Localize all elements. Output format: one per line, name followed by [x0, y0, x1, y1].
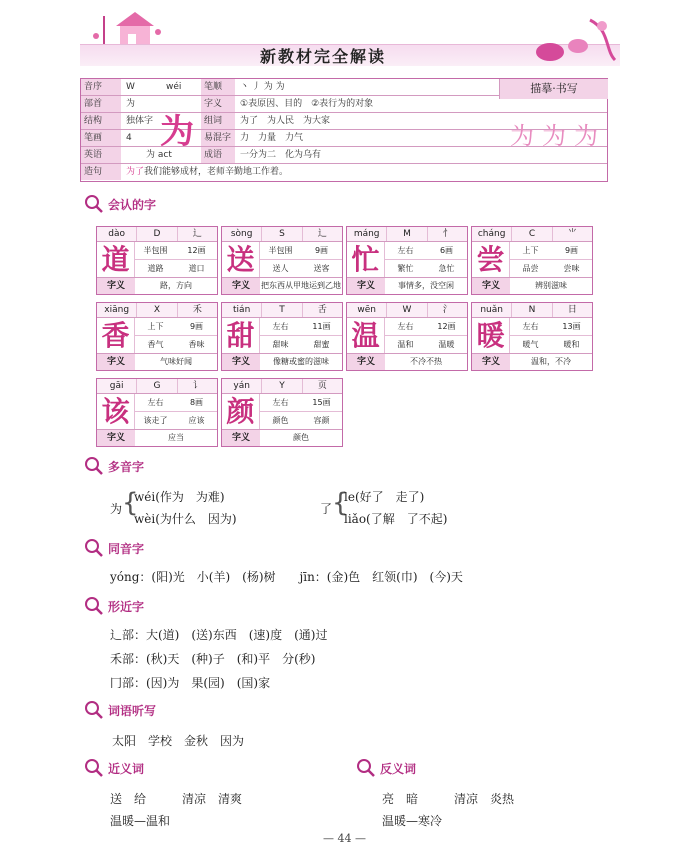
- card-meaning-label: 字义: [222, 354, 260, 370]
- card-meaning: 像糖或蜜的滋味: [273, 357, 329, 366]
- card-order: C: [512, 227, 552, 241]
- card-structure: 半包围: [268, 246, 293, 255]
- card-strokes: 12画: [437, 322, 456, 331]
- card-character: 暖: [472, 318, 510, 353]
- magnifier-icon: [356, 758, 376, 778]
- copy-label: 描摹·书写: [499, 79, 608, 99]
- character-card: [221, 302, 343, 371]
- magnifier-icon: [84, 538, 104, 558]
- card-meaning-row: [222, 354, 342, 370]
- page-title: 新教材完全解读: [260, 47, 387, 66]
- section-title-homophone: 同音字: [84, 538, 144, 558]
- card-strokes: 15画: [312, 398, 331, 407]
- card-meaning-row: [97, 354, 217, 370]
- card-word-2: 尝味: [563, 264, 580, 273]
- card-radical: 讠: [192, 381, 202, 391]
- card-word-1: 颜色: [272, 416, 289, 425]
- card-radical: 辶: [192, 229, 202, 239]
- butterfly-decoration-icon: [520, 10, 620, 68]
- card-details: [135, 242, 217, 277]
- synonym-line-1: 送 给 清凉 清爽: [110, 792, 243, 806]
- card-character: 道: [97, 242, 135, 277]
- magnifier-icon: [84, 758, 104, 778]
- card-meaning-label: 字义: [97, 354, 135, 370]
- card-strokes: 6画: [439, 246, 454, 255]
- similar-line-3: 冂部：(因)为 果(园) (国)家: [110, 676, 271, 690]
- card-pinyin: gāi: [97, 379, 137, 393]
- section-title-polyphone: 多音字: [84, 456, 144, 476]
- card-radical: 日: [567, 305, 577, 315]
- card-structure: 左右: [522, 322, 539, 331]
- card-meaning-label: 字义: [222, 278, 260, 294]
- card-word-1: 该走了: [143, 416, 168, 425]
- card-meaning-row: [347, 278, 467, 294]
- card-structure: 左右: [272, 398, 289, 407]
- section-title-dictation: 词语听写: [84, 700, 156, 720]
- polyphone-right-line2: liǎo(了解 了不起): [344, 512, 448, 526]
- card-meaning: 颜色: [293, 433, 309, 442]
- card-character: 颜: [222, 394, 260, 429]
- card-pinyin-row: [222, 227, 342, 242]
- info-row: 英语 为 act 成语 一分为二 化为乌有: [81, 147, 607, 164]
- card-meaning-row: [472, 354, 592, 370]
- card-word-2: 送客: [313, 264, 330, 273]
- card-meaning: 事情多，没空闲: [398, 281, 454, 290]
- magnifier-icon: [84, 456, 104, 476]
- example-sentence: 为了我们能够成材，老师辛勤地工作着。: [126, 167, 289, 177]
- card-word-2: 甜蜜: [313, 340, 330, 349]
- character-card: [96, 378, 218, 447]
- card-word-2: 温暖: [438, 340, 455, 349]
- card-radical: 忄: [442, 229, 452, 239]
- card-details: [135, 318, 217, 353]
- card-meaning-row: [347, 354, 467, 370]
- card-strokes: 9画: [314, 246, 329, 255]
- card-meaning-row: [472, 278, 592, 294]
- card-word-1: 道路: [147, 264, 164, 273]
- magnifier-icon: [84, 194, 104, 214]
- card-details: [260, 394, 342, 429]
- card-pinyin: xiāng: [97, 303, 137, 317]
- card-strokes: 11画: [312, 322, 331, 331]
- card-meaning-label: 字义: [347, 278, 385, 294]
- card-structure: 上下: [147, 322, 164, 331]
- card-word-1: 香气: [147, 340, 164, 349]
- polyphone-char-left: 为: [110, 502, 123, 516]
- card-details: [260, 318, 342, 353]
- section-title-synonym: 近义词: [84, 758, 144, 778]
- card-pinyin-row: [347, 303, 467, 318]
- card-details: [135, 394, 217, 429]
- card-pinyin-row: [347, 227, 467, 242]
- character-card: [471, 302, 593, 371]
- polyphone-left-line1: wéi(作为 为难): [134, 490, 225, 504]
- section-title-similar: 形近字: [84, 596, 144, 616]
- card-order: G: [137, 379, 177, 393]
- character-card: [96, 226, 218, 295]
- page-number: — 44 —: [323, 832, 366, 845]
- card-character: 送: [222, 242, 260, 277]
- card-meaning-label: 字义: [472, 354, 510, 370]
- card-character: 甜: [222, 318, 260, 353]
- card-body: [347, 318, 467, 354]
- card-word-1: 繁忙: [397, 264, 414, 273]
- card-pinyin-row: [97, 303, 217, 318]
- card-meaning-row: [222, 430, 342, 446]
- card-strokes: 8画: [189, 398, 204, 407]
- card-word-1: 甜味: [272, 340, 289, 349]
- brace-icon: {: [332, 488, 349, 518]
- antonym-line-2: 温暖—寒冷: [382, 814, 443, 828]
- info-row: 笔画 4 易混字 力 力量 力气: [81, 130, 607, 147]
- character-card: [221, 226, 343, 295]
- card-meaning: 气味好闻: [160, 357, 192, 366]
- card-order: X: [137, 303, 177, 317]
- card-order: T: [262, 303, 302, 317]
- card-details: [385, 318, 467, 353]
- card-character: 尝: [472, 242, 510, 277]
- card-meaning-row: [97, 430, 217, 446]
- similar-line-1: 辶部：大(道) (送)东西 (速)度 (通)过: [110, 628, 328, 642]
- card-structure: 上下: [522, 246, 539, 255]
- character-card: [96, 302, 218, 371]
- card-word-2: 容颜: [313, 416, 330, 425]
- card-pinyin-row: [472, 227, 592, 242]
- card-radical: 禾: [192, 305, 202, 315]
- character-card: [346, 302, 468, 371]
- card-character: 香: [97, 318, 135, 353]
- card-order: S: [262, 227, 302, 241]
- brace-icon: {: [122, 488, 139, 518]
- page-header: [80, 6, 620, 72]
- card-meaning-row: [222, 278, 342, 294]
- card-meaning: 不冷不热: [410, 357, 442, 366]
- card-body: [97, 242, 217, 278]
- card-order: M: [387, 227, 427, 241]
- card-character: 温: [347, 318, 385, 353]
- card-pinyin: yán: [222, 379, 262, 393]
- card-meaning-label: 字义: [472, 278, 510, 294]
- section-title-antonym: 反义词: [356, 758, 416, 778]
- card-order: W: [387, 303, 427, 317]
- card-meaning-label: 字义: [97, 430, 135, 446]
- card-meaning: 把东西从甲地运到乙地: [261, 281, 341, 290]
- similar-line-2: 禾部：(秋)天 (种)子 (和)平 分(秒): [110, 652, 316, 666]
- main-character: 为: [160, 112, 194, 152]
- card-pinyin-row: [222, 379, 342, 394]
- card-word-1: 暖气: [522, 340, 539, 349]
- card-order: N: [512, 303, 552, 317]
- card-pinyin: cháng: [472, 227, 512, 241]
- polyphone-char-right: 了: [320, 502, 333, 516]
- card-character: 该: [97, 394, 135, 429]
- card-meaning: 温和，不冷: [531, 357, 571, 366]
- card-word-2: 应该: [188, 416, 205, 425]
- card-body: [97, 394, 217, 430]
- card-word-2: 暖和: [563, 340, 580, 349]
- card-word-2: 急忙: [438, 264, 455, 273]
- card-radical: 舌: [317, 305, 327, 315]
- card-body: [472, 318, 592, 354]
- info-row: 音序 W wéi 笔顺 丶 丿 为 为: [81, 79, 607, 96]
- card-pinyin: tián: [222, 303, 262, 317]
- card-meaning: 应当: [168, 433, 184, 442]
- card-pinyin: nuǎn: [472, 303, 512, 317]
- card-meaning: 路，方向: [160, 281, 192, 290]
- card-structure: 左右: [272, 322, 289, 331]
- synonym-line-2: 温暖—温和: [110, 814, 171, 828]
- card-word-2: 道口: [188, 264, 205, 273]
- card-structure: 左右: [397, 246, 414, 255]
- card-strokes: 12画: [187, 246, 206, 255]
- card-body: [472, 242, 592, 278]
- card-radical: 氵: [442, 305, 452, 315]
- section-title-recognize: 会认的字: [84, 194, 156, 214]
- dictation-line: 太阳 学校 金秋 因为: [112, 734, 245, 748]
- card-strokes: 9画: [564, 246, 579, 255]
- card-radical: 页: [317, 381, 327, 391]
- card-body: [97, 318, 217, 354]
- card-meaning: 辨别滋味: [535, 281, 567, 290]
- card-structure: 左右: [397, 322, 414, 331]
- card-pinyin-row: [97, 379, 217, 394]
- card-radical: ⺌: [567, 229, 577, 239]
- polyphone-left-line2: wèi(为什么 因为): [134, 512, 237, 526]
- card-body: [222, 394, 342, 430]
- card-body: [347, 242, 467, 278]
- card-strokes: 9画: [189, 322, 204, 331]
- info-row-sentence: 造句 为了我们能够成材，老师辛勤地工作着。: [81, 164, 607, 181]
- character-card: [346, 226, 468, 295]
- card-word-2: 香味: [188, 340, 205, 349]
- magnifier-icon: [84, 596, 104, 616]
- card-word-1: 温和: [397, 340, 414, 349]
- card-word-1: 品尝: [522, 264, 539, 273]
- card-structure: 半包围: [143, 246, 168, 255]
- character-card: [471, 226, 593, 295]
- card-pinyin: dào: [97, 227, 137, 241]
- card-pinyin-row: [97, 227, 217, 242]
- card-details: [260, 242, 342, 277]
- antonym-line-1: 亮 暗 清凉 炎热: [382, 792, 515, 806]
- card-meaning-row: [97, 278, 217, 294]
- card-pinyin-row: [472, 303, 592, 318]
- card-radical: 辶: [317, 229, 327, 239]
- card-meaning-label: 字义: [97, 278, 135, 294]
- card-word-1: 送人: [272, 264, 289, 273]
- info-row: 结构 独体字 组词 为了 为人民 为大家: [81, 113, 607, 130]
- trace-characters: 为为为: [510, 122, 606, 150]
- card-pinyin: wēn: [347, 303, 387, 317]
- card-pinyin: máng: [347, 227, 387, 241]
- info-row: 部首 为 字义 ①表原因、目的 ②表行为的对象: [81, 96, 607, 113]
- card-strokes: 13画: [562, 322, 581, 331]
- card-pinyin: sòng: [222, 227, 262, 241]
- card-details: [385, 242, 467, 277]
- card-order: Y: [262, 379, 302, 393]
- card-order: D: [137, 227, 177, 241]
- character-card: [221, 378, 343, 447]
- card-character: 忙: [347, 242, 385, 277]
- card-pinyin-row: [222, 303, 342, 318]
- magnifier-icon: [84, 700, 104, 720]
- card-body: [222, 242, 342, 278]
- card-body: [222, 318, 342, 354]
- card-meaning-label: 字义: [347, 354, 385, 370]
- card-meaning-label: 字义: [222, 430, 260, 446]
- polyphone-right-line1: le(好了 走了): [344, 490, 425, 504]
- homophone-line: yóng：(阳)光 小(羊) (杨)树 jīn：(金)色 红领(巾) (今)天: [110, 570, 463, 584]
- card-details: [510, 242, 592, 277]
- card-details: [510, 318, 592, 353]
- card-structure: 左右: [147, 398, 164, 407]
